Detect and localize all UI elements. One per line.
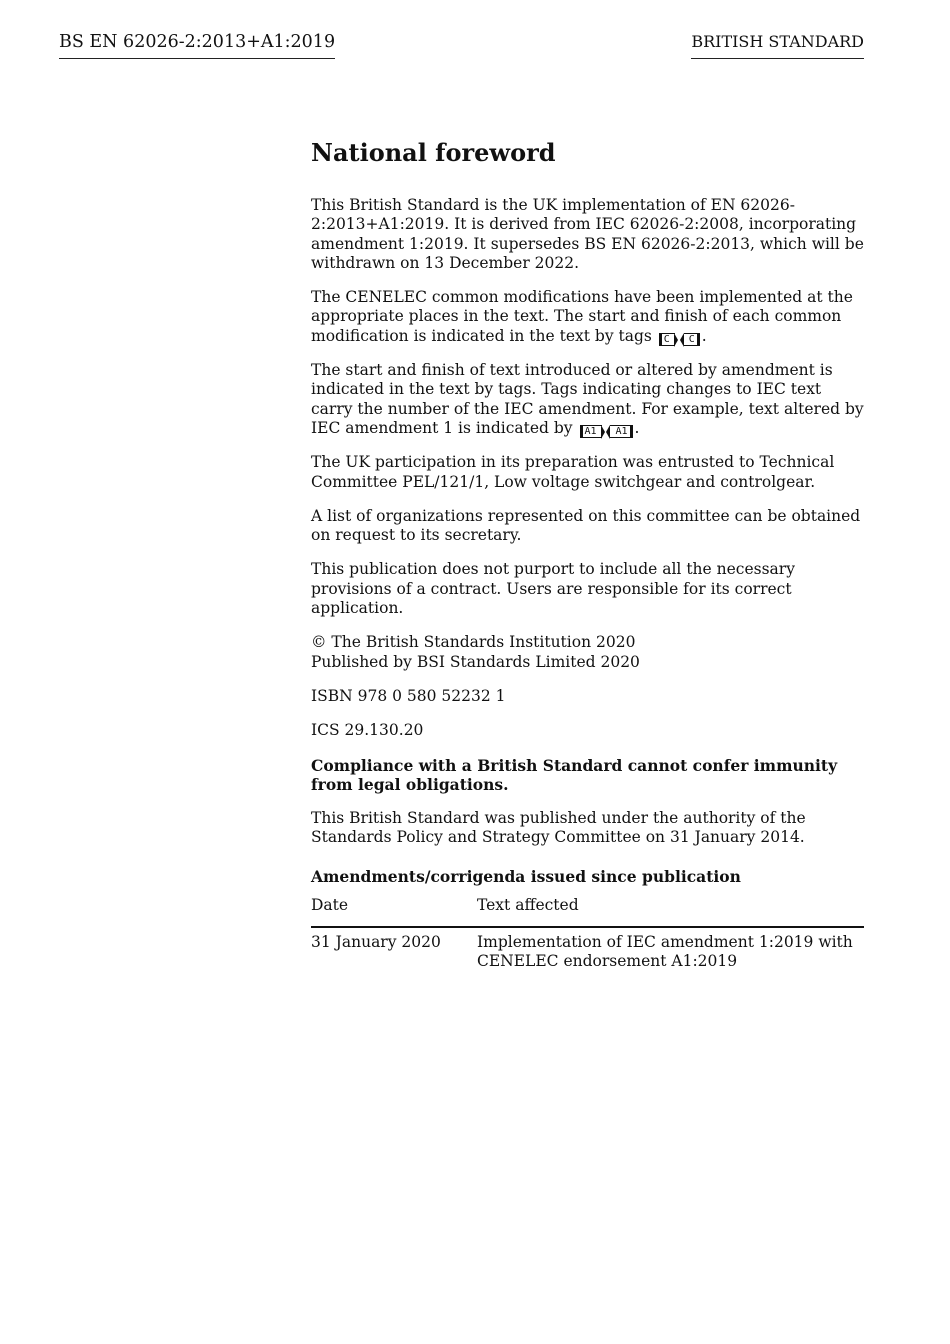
column-header-date: Date: [311, 896, 477, 927]
paragraph-disclaimer: This publication does not purport to include all the necessary provisions of a contract. Users are responsible for its correct application.: [311, 560, 795, 618]
foreword-body: [311, 137, 866, 972]
amendment-start-tag-icon: A1: [580, 425, 602, 438]
isbn: ISBN 978 0 580 52232 1: [311, 686, 506, 705]
paragraph-end: .: [634, 418, 640, 437]
copyright-line: © The British Standards Institution 2020: [311, 633, 636, 652]
publisher-line: Published by BSI Standards Limited 2020: [311, 652, 640, 671]
paragraph-organizations: A list of organizations represented on this committee can be obtained on request to its secretary.: [311, 506, 861, 545]
document-id: BS EN 62026-2:2013+A1:2019: [59, 31, 335, 59]
paragraph-common-modifications: [311, 288, 866, 346]
ics-code: ICS 29.130.20: [311, 721, 424, 740]
page-title: National foreword: [311, 138, 556, 167]
amendments-table: [311, 896, 864, 972]
column-header-text-affected: Text affected: [477, 896, 864, 927]
document-type: BRITISH STANDARD: [691, 31, 864, 59]
paragraph-text: The start and finish of text introduced or altered by amendment is indicated in the text by tags. Tags indicating changes to IEC text carry the number of the IEC amendment. For example, text altered by IEC amendment 1 is indicated by: [311, 361, 864, 437]
compliance-notice: Compliance with a British Standard cannot confer immunity from legal obligations.: [311, 755, 838, 794]
paragraph-text: The CENELEC common modifications have been implemented at the appropriate places in the text. The start and finish of each common modification is indicated in the text by tags: [311, 288, 853, 345]
table-header-row: [311, 896, 864, 927]
amendment-text: Implementation of IEC amendment 1:2019 with CENELEC endorsement A1:2019: [477, 933, 853, 971]
paragraph-end: .: [701, 326, 707, 345]
paragraph-committee: The UK participation in its preparation was entrusted to Technical Committee PEL/121/1, Low voltage switchgear and controlgear.: [311, 453, 835, 491]
paragraph-copyright: [311, 633, 866, 672]
table-row: [311, 927, 864, 972]
paragraph-amendment-tags: [311, 361, 866, 438]
paragraph-implementation: This British Standard is the UK implementation of EN 62026-2:2013+A1:2019. It is derived from IEC 62026-2:2008, incorporating amendment 1:2019. It supersedes BS EN 62026-2:2013, which will be withdrawn on 13 December 2022.: [311, 196, 864, 272]
paragraph-authority: This British Standard was published under the authority of the Standards Policy and Strategy Committee on 31 January 2014.: [311, 809, 806, 847]
cenelec-end-tag-icon: C: [684, 333, 700, 346]
cenelec-start-tag-icon: C: [659, 333, 675, 346]
amendments-heading: Amendments/corrigenda issued since publication: [311, 866, 741, 886]
amendment-date: 31 January 2020: [311, 933, 441, 952]
amendment-end-tag-icon: A1: [610, 425, 632, 438]
